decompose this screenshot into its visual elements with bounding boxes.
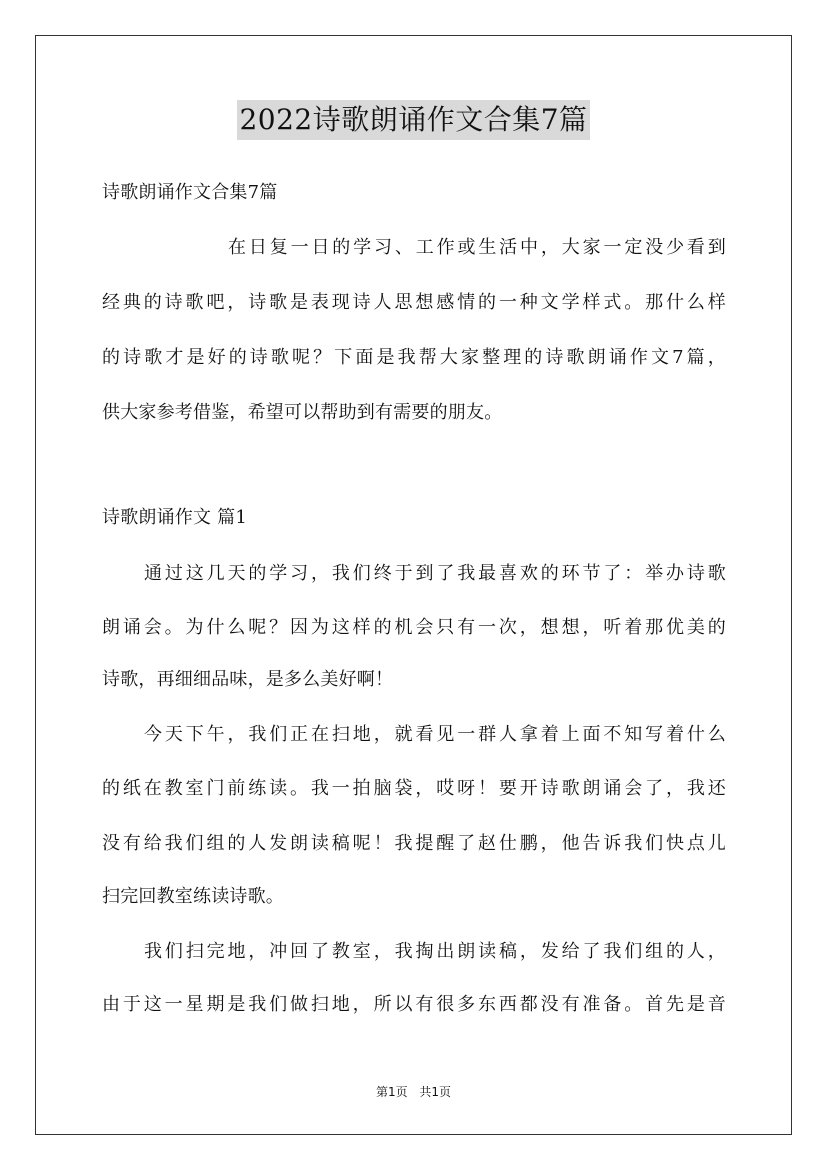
page-footer [0,1084,827,1100]
para2-line-4: 扫完回教室练读诗歌。 [102,886,284,907]
title-container [0,100,827,140]
page-number: 第1页 [375,1085,408,1099]
para2-line-3: 没有给我们组的人发朗读稿呢！我提醒了赵仕鹏，他告诉我们快点儿 [102,833,726,854]
para3-line-1: 我们扫完地，冲回了教室，我掏出朗读稿，发给了我们组的人， [144,941,726,962]
intro-line-3: 的诗歌才是好的诗歌呢？下面是我帮大家整理的诗歌朗诵作文7篇， [102,347,726,368]
intro-line-1: 在日复一日的学习、工作或生活中，大家一定没少看到 [228,237,726,258]
intro-line-2: 经典的诗歌吧，诗歌是表现诗人思想感情的一种文学样式。那什么样 [102,292,726,313]
para2-line-2: 的纸在教室门前练读。我一拍脑袋，哎呀！要开诗歌朗诵会了，我还 [102,778,726,799]
para3-line-2: 由于这一星期是我们做扫地，所以有很多东西都没有准备。首先是音 [102,994,726,1015]
intro-line-4: 供大家参考借鉴，希望可以帮助到有需要的朋友。 [102,402,503,423]
para1-line-3: 诗歌，再细细品味，是多么美好啊！ [102,669,394,690]
para1-line-1: 通过这几天的学习，我们终于到了我最喜欢的环节了：举办诗歌 [144,563,726,584]
document-subtitle: 诗歌朗诵作文合集7篇 [102,182,278,203]
para2-line-1: 今天下午，我们正在扫地，就看见一群人拿着上面不知写着什么 [144,724,726,745]
para1-line-2: 朗诵会。为什么呢？因为这样的机会只有一次，想想，听着那优美的 [102,617,726,638]
section-heading: 诗歌朗诵作文 篇1 [102,507,247,528]
page-total: 共1页 [419,1085,452,1099]
document-title: 2022诗歌朗诵作文合集7篇 [237,100,589,140]
